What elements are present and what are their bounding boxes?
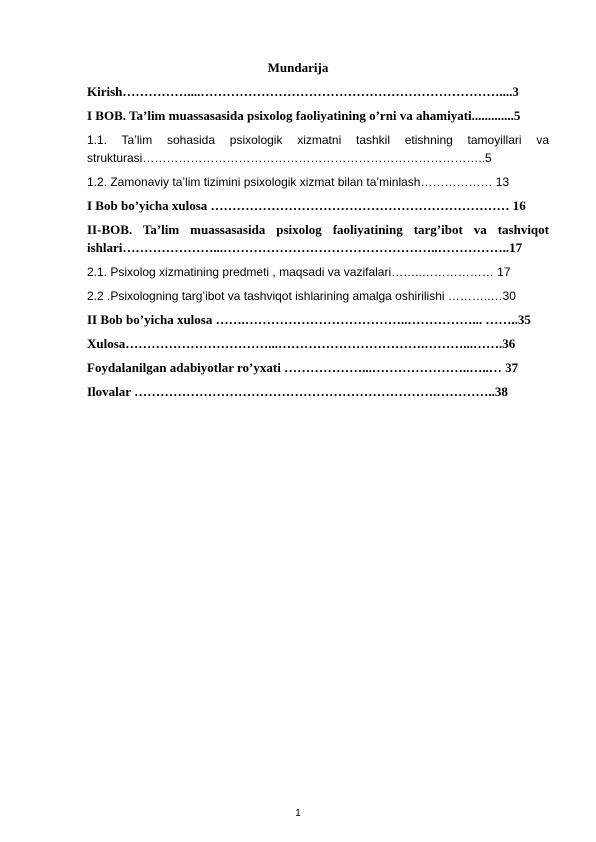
toc-entry-ilovalar[interactable]: Ilovalar …………………………………………………………….…………..38 — [87, 384, 508, 399]
toc-entry-kirish[interactable]: Kirish……………....……………………………………………………………....3 — [87, 84, 519, 99]
toc-entry-section-2-1[interactable]: 2.1. Psixolog xizmatining predmeti , maqsadi va vazifalari……..……………… 17 — [87, 265, 511, 279]
toc-entry-section-2-2[interactable]: 2.2 .Psixologning targ’ibot va tashviqot ishlarining amalga oshirilishi ………..…30 — [87, 289, 516, 303]
toc-entry-chapter-2-conclusion[interactable]: II Bob bo’yicha xulosa …….………………………………..……………... ……..35 — [87, 312, 531, 327]
table-of-contents — [87, 83, 549, 401]
toc-entry-xulosa[interactable]: Xulosa……………………………...…………………………….………...…….36 — [87, 336, 516, 351]
toc-entry-chapter-1-conclusion[interactable]: I Bob bo’yicha xulosa …………………………………………………………… 16 — [87, 198, 526, 213]
page-title: Mundarija — [267, 60, 329, 75]
toc-entry-chapter-2[interactable]: II-BOB. Ta’lim muassasasida psixolog faoliyatining targ’ibot va tashviqot ishlari…………………...…………………………………………..……………..17 — [87, 222, 549, 255]
toc-entry-section-1-1[interactable]: 1.1. Ta’lim sohasida psixologik xizmatni tashkil etishning tamoyillari va strukturasi…………………………………………………………………………..5 — [87, 133, 549, 165]
page-number: 1 — [295, 808, 301, 819]
toc-entry-section-1-2[interactable]: 1.2. Zamonaviy ta’lim tizimini psixologik xizmat bilan ta’minlash……………… 13 — [87, 175, 510, 189]
toc-entry-chapter-1[interactable]: I BOB. Ta’lim muassasasida psixolog faoliyatining o’rni va ahamiyati.............5 — [87, 108, 521, 123]
toc-entry-bibliography[interactable]: Foydalanilgan adabiyotlar ro’yxati ………………...…………………..…..… 37 — [87, 360, 519, 375]
